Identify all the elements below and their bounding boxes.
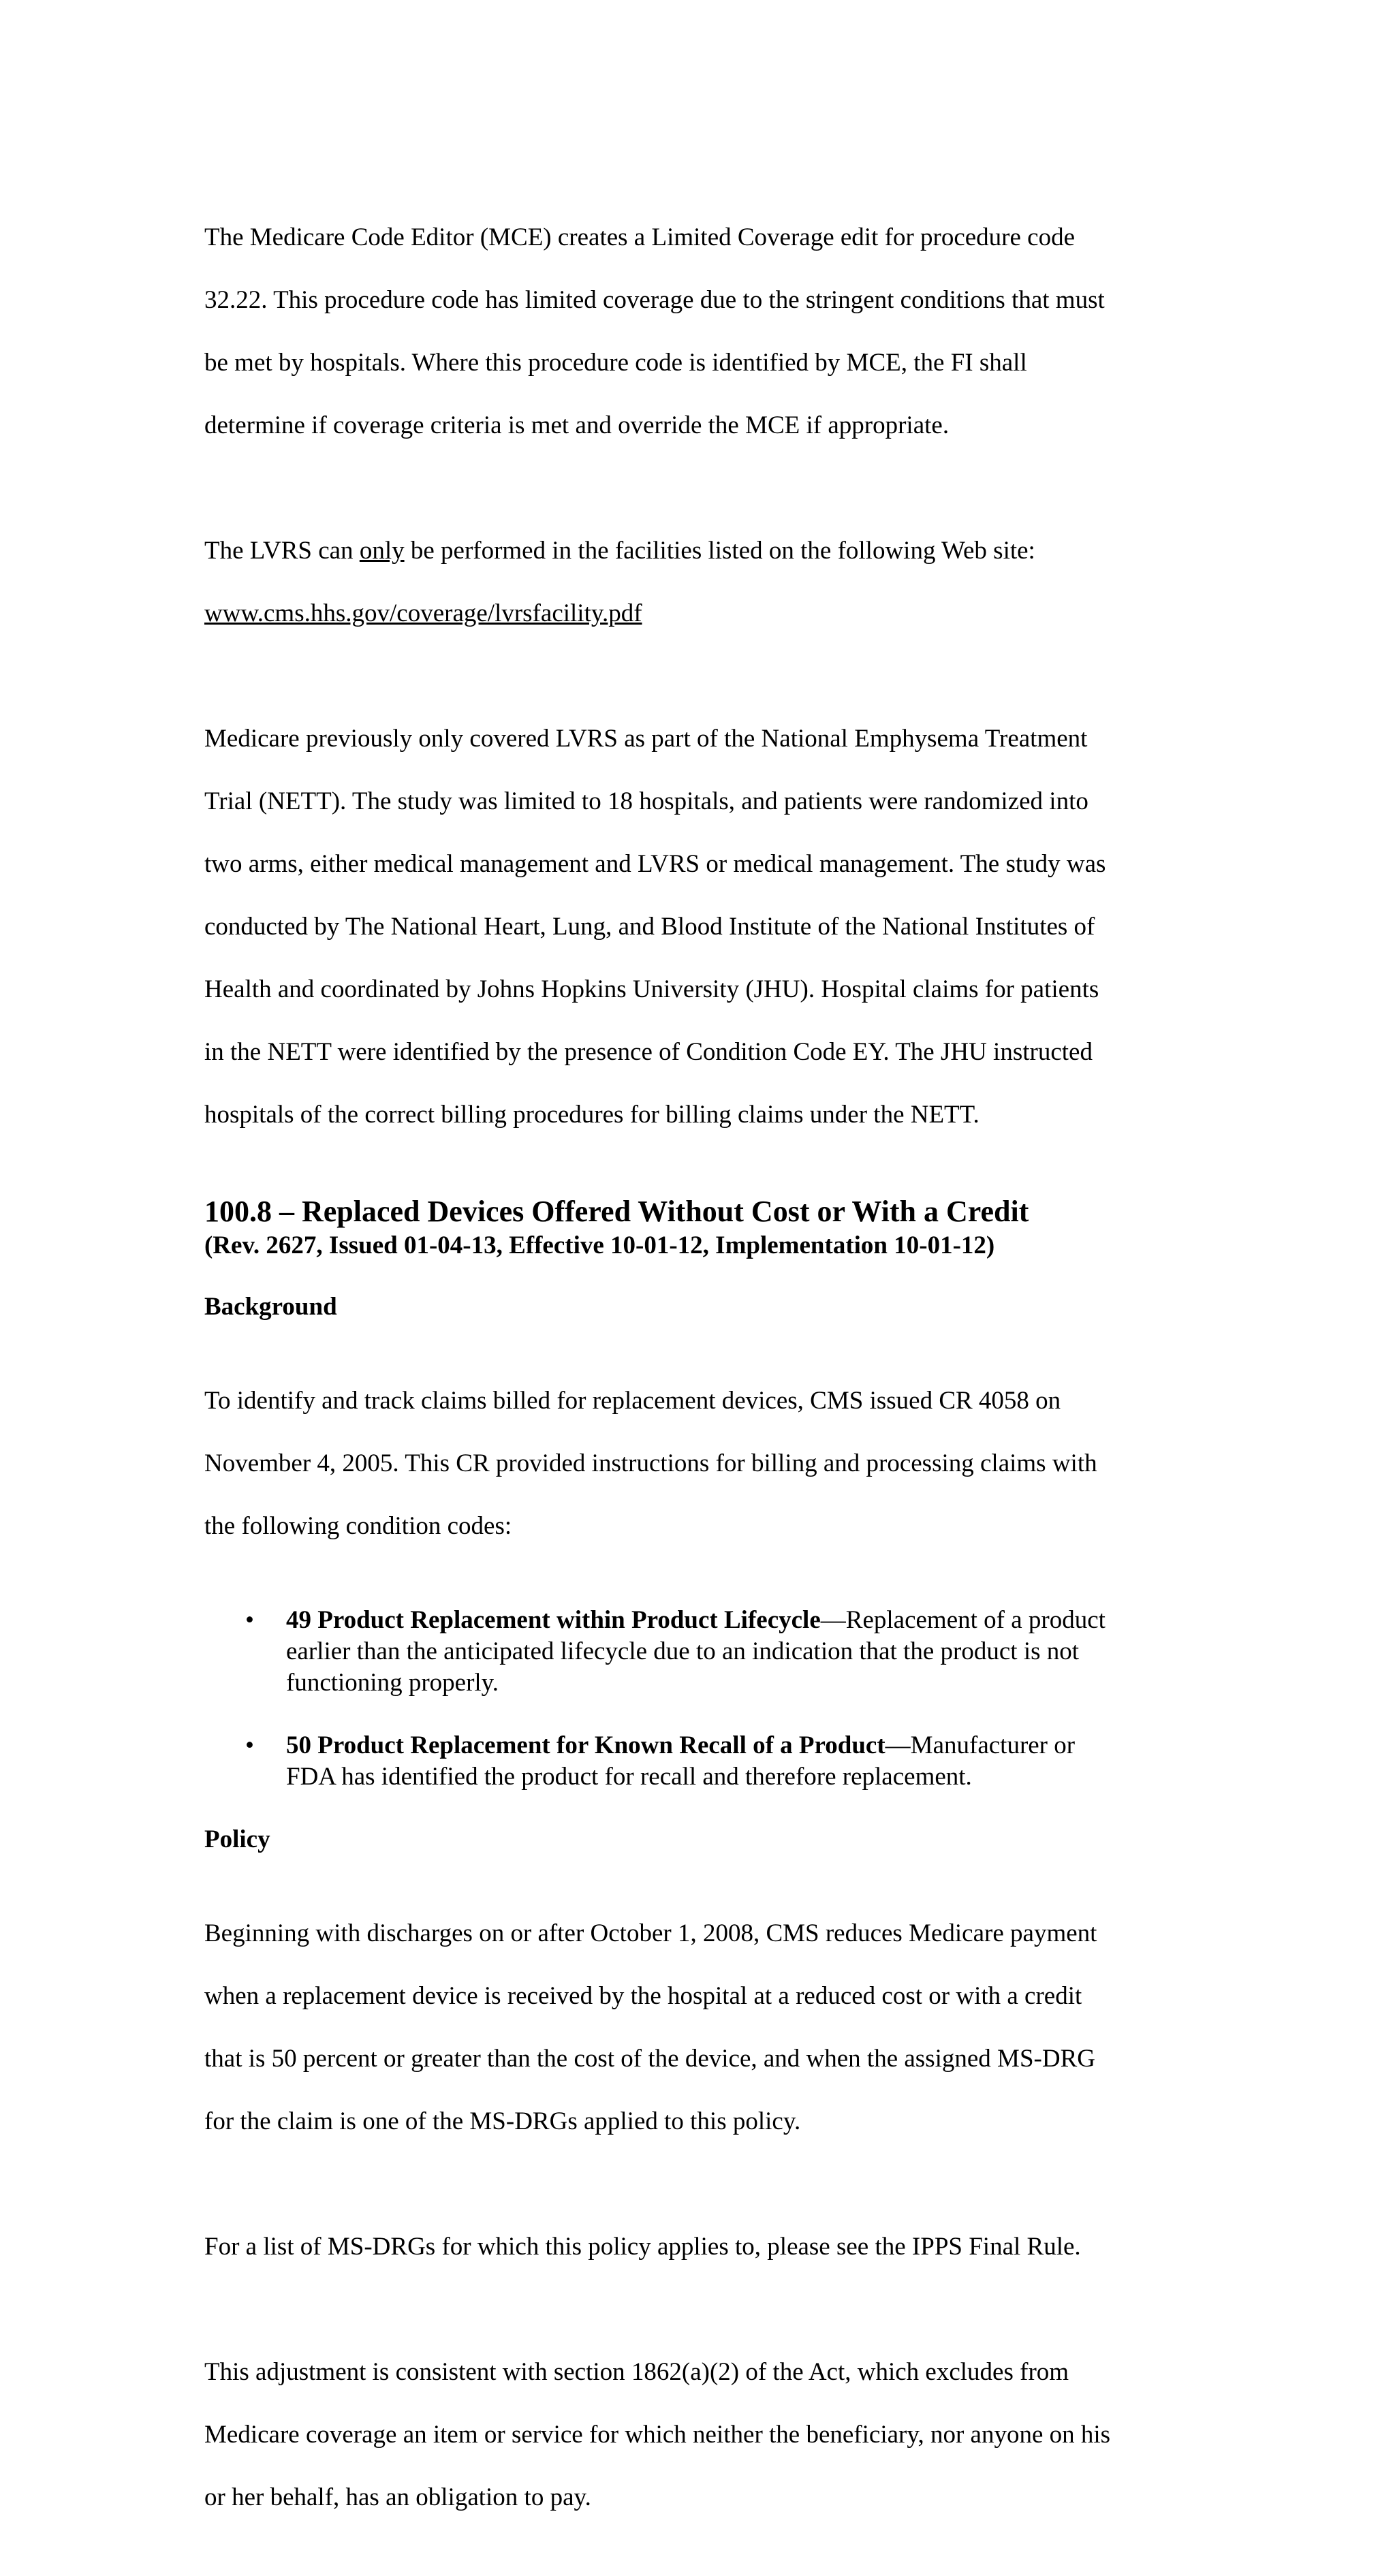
- text-line: determine if coverage criteria is met and override the MCE if appropriate.: [204, 411, 950, 439]
- condition-code-term: 49 Product Replacement within Product Lifecycle: [286, 1606, 821, 1634]
- text-line: or her behalf, has an obligation to pay.: [204, 2483, 591, 2511]
- text-line: for the claim is one of the MS-DRGs applied to this policy.: [204, 2107, 801, 2135]
- text-line: the following condition codes:: [204, 1512, 512, 1540]
- list-item: [204, 1605, 1199, 1699]
- text-line: For a list of MS-DRGs for which this policy applies to, please see the IPPS Final Rule.: [204, 2233, 1081, 2261]
- text-line: Trial (NETT). The study was limited to 18 hospitals, and patients were randomized into: [204, 787, 1088, 815]
- condition-code-list: [204, 1605, 1199, 1793]
- text-line: in the NETT were identified by the presence of Condition Code EY. The JHU instructed: [204, 1038, 1093, 1066]
- text-line: be met by hospitals. Where this procedure code is identified by MCE, the FI shall: [204, 349, 1027, 377]
- text-line: Beginning with discharges on or after October 1, 2008, CMS reduces Medicare payment: [204, 1919, 1097, 1947]
- text-line: [286, 1606, 1106, 1634]
- condition-code-desc: —Replacement of a product: [820, 1606, 1106, 1634]
- text-line: [286, 1731, 1075, 1759]
- text-line: hospitals of the correct billing procedures for billing claims under the NETT.: [204, 1101, 979, 1129]
- text-line: November 4, 2005. This CR provided instructions for billing and processing claims with: [204, 1449, 1097, 1477]
- text-line: This adjustment is consistent with section 1862(a)(2) of the Act, which excludes from: [204, 2358, 1069, 2386]
- background-intro: [204, 1354, 1199, 1573]
- mce-paragraph: [204, 191, 1199, 473]
- background-heading: Background: [204, 1293, 337, 1321]
- policy-paragraph-1: [204, 1887, 1199, 2169]
- policy-heading: Policy: [204, 1825, 270, 1853]
- text-line: when a replacement device is received by the hospital at a reduced cost or with a credit: [204, 1982, 1082, 2010]
- text-line: Health and coordinated by Johns Hopkins University (JHU). Hospital claims for patients: [204, 975, 1099, 1003]
- document-page: [204, 191, 1199, 2576]
- text-line: earlier than the anticipated lifecycle due to an indication that the product is not: [286, 1637, 1080, 1665]
- text-line: functioning properly.: [286, 1669, 499, 1697]
- text-line: The Medicare Code Editor (MCE) creates a Limited Coverage edit for procedure code: [204, 223, 1076, 251]
- text-line: conducted by The National Heart, Lung, and Blood Institute of the National Institutes of: [204, 913, 1095, 941]
- policy-paragraph-2: [204, 2200, 1199, 2294]
- text-line: that is 50 percent or greater than the cost of the device, and when the assigned MS-DRG: [204, 2045, 1095, 2073]
- emphasis-only: only: [359, 537, 405, 565]
- bullet-icon: •: [245, 1731, 254, 1759]
- text-line: FDA has identified the product for recall and therefore replacement.: [286, 1763, 972, 1791]
- facility-list-link[interactable]: www.cms.hhs.gov/coverage/lvrsfacility.pdf: [204, 599, 642, 627]
- text-line: To identify and track claims billed for replacement devices, CMS issued CR 4058 on: [204, 1387, 1061, 1415]
- text-fragment: The LVRS can: [204, 537, 360, 565]
- text-line: two arms, either medical management and LVRS or medical management. The study was: [204, 850, 1106, 878]
- text-line: Medicare coverage an item or service for which neither the beneficiary, nor anyone on his: [204, 2421, 1111, 2449]
- lvrs-facilities-paragraph: [204, 504, 1199, 661]
- condition-code-term: 50 Product Replacement for Known Recall of a Product: [286, 1731, 885, 1759]
- text-line: [204, 535, 1199, 567]
- condition-code-desc: —Manufacturer or: [885, 1731, 1076, 1759]
- nett-paragraph: [204, 692, 1199, 1162]
- text-line: Medicare previously only covered LVRS as part of the National Emphysema Treatment: [204, 725, 1088, 753]
- text-fragment: be performed in the facilities listed on the following Web site:: [404, 537, 1035, 565]
- text-line: 32.22. This procedure code has limited coverage due to the stringent conditions that must: [204, 286, 1105, 314]
- section-revision: (Rev. 2627, Issued 01-04-13, Effective 10-01-12, Implementation 10-01-12): [204, 1231, 995, 1259]
- policy-paragraph-3: [204, 2325, 1199, 2545]
- bullet-icon: •: [245, 1606, 254, 1634]
- list-item: [204, 1730, 1199, 1793]
- section-title: 100.8 – Replaced Devices Offered Without Cost or With a Credit: [204, 1195, 1029, 1228]
